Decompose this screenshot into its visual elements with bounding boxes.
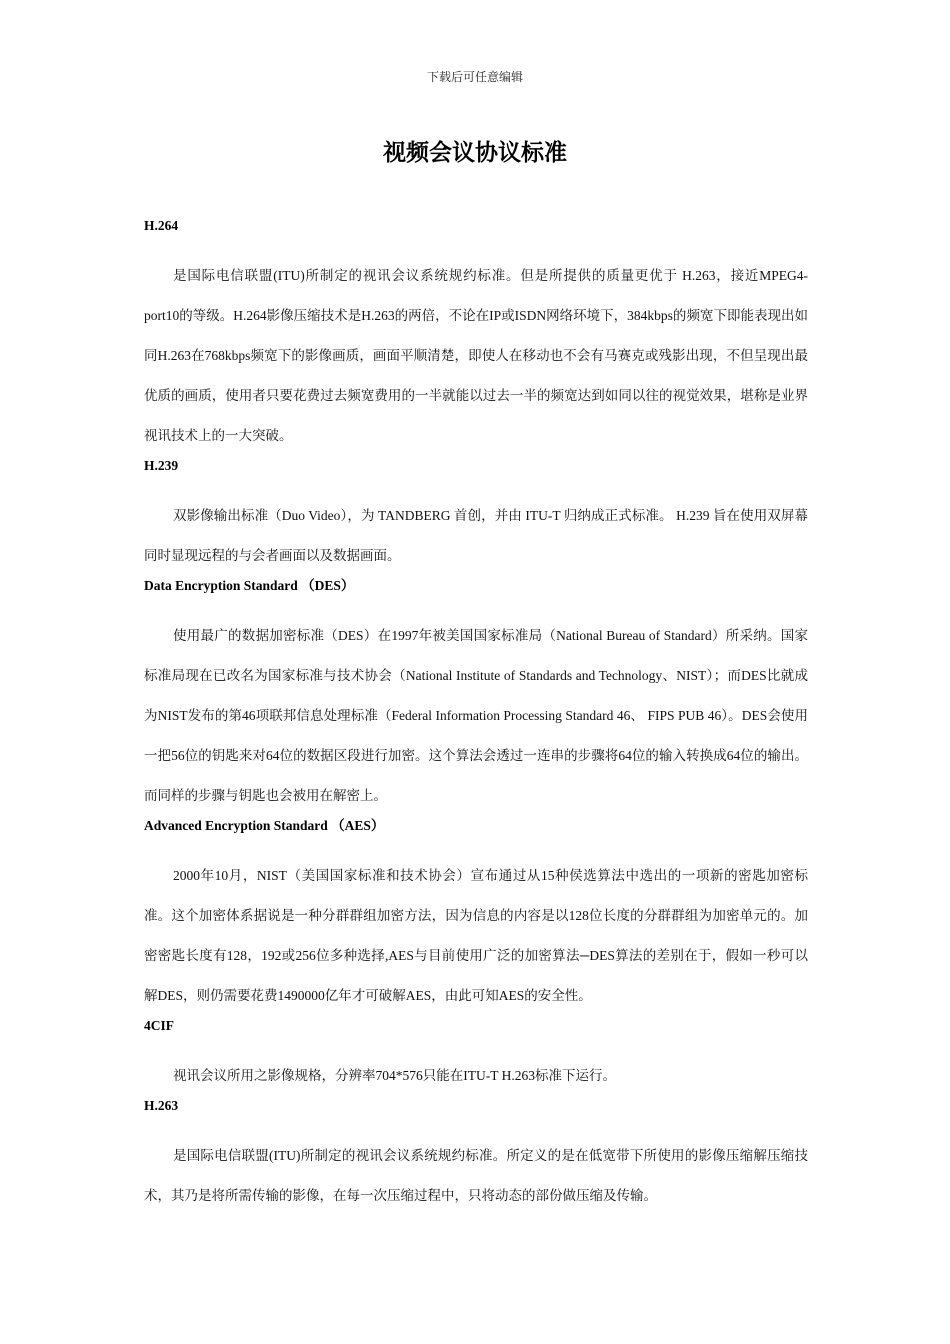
section-heading: H.239 xyxy=(144,458,179,473)
section-paragraph: 是国际电信联盟(ITU)所制定的视讯会议系统规约标准。但是所提供的质量更优于 H.263，接近MPEG4-port10的等级。H.264影像压缩技术是H.263的两倍，不论在IP或ISDN网络环境下，384kbps的频宽下即能表现出如同H.263在768kbps频宽下的影像画质，画面平顺清楚，即使人在移动也不会有马赛克或残影出现，不但呈现出最优质的画质，使用者只要花费过去频宽费用的一半就能以过去一半的频宽达到如同以往的视觉效果，堪称是业界视讯技术上的一大突破。 xyxy=(144,268,808,443)
section-4cif xyxy=(144,1016,808,1096)
section-paragraph: 使用最广的数据加密标准（DES）在1997年被美国国家标准局（National Bureau of Standard）所采纳。国家标准局现在已改名为国家标准与技术协会（National Institute of Standards and Technology、NIST）；而DES比就成为NIST发布的第46项联邦信息处理标准（Federal Information Processing Standard 46、 FIPS PUB 46）。DES会使用一把56位的钥匙来对64位的数据区段进行加密。这个算法会透过一连串的步骤将64位的输入转换成64位的输出。而同样的步骤与钥匙也会被用在解密上。 xyxy=(144,628,808,803)
section-paragraph: 视讯会议所用之影像规格，分辨率704*576只能在ITU-T H.263标准下运行。 xyxy=(173,1068,616,1083)
section-heading: Advanced Encryption Standard （AES） xyxy=(144,818,385,833)
section-paragraph: 2000年10月，NIST（美国国家标准和技术协会）宣布通过从15种侯选算法中选出的一项新的密匙加密标准。这个加密体系据说是一种分群群组加密方法，因为信息的内容是以128位长度的分群群组为加密单元的。加密密匙长度有128，192或256位多种选择,AES与目前使用广泛的加密算法─DES算法的差别在于，假如一秒可以解DES，则仍需要花费1490000亿年才可破解AES，由此可知AES的安全性。 xyxy=(144,868,808,1003)
section-aes xyxy=(144,816,808,1016)
section-heading: 4CIF xyxy=(144,1018,174,1033)
page-header-note: 下载后可任意编辑 xyxy=(426,70,523,84)
section-heading: Data Encryption Standard （DES） xyxy=(144,578,355,593)
section-paragraph: 是国际电信联盟(ITU)所制定的视讯会议系统规约标准。所定义的是在低宽带下所使用的影像压缩解压缩技术，其乃是将所需传输的影像，在每一次压缩过程中，只将动态的部份做压缩及传输。 xyxy=(144,1148,808,1203)
document-title: 视频会议协议标准 xyxy=(383,140,567,165)
section-des xyxy=(144,576,808,816)
section-h239 xyxy=(144,456,808,576)
section-heading: H.264 xyxy=(144,218,179,233)
document-body xyxy=(144,216,808,1216)
section-h263 xyxy=(144,1096,808,1216)
section-h264 xyxy=(144,216,808,456)
section-heading: H.263 xyxy=(144,1098,179,1113)
section-paragraph: 双影像输出标准（Duo Video），为 TANDBERG 首创，并由 ITU-T 归纳成正式标准。 H.239 旨在使用双屏幕同时显现远程的与会者画面以及数据画面。 xyxy=(144,508,808,563)
